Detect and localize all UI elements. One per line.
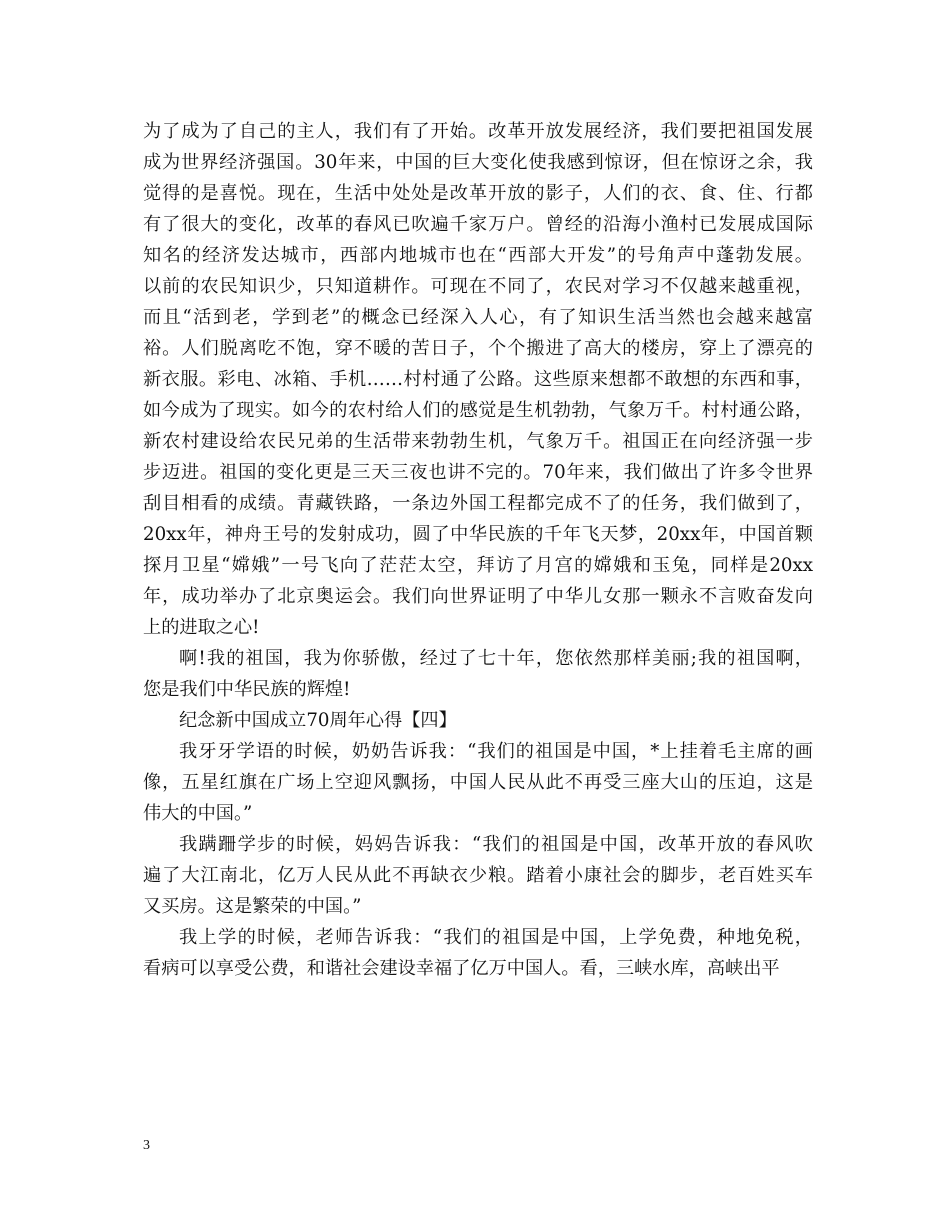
text-line: 啊!我的祖国，我为你骄傲，经过了七十年，您依然那样美丽;我的祖国啊， <box>179 648 813 669</box>
text-line: 裕。人们脱离吃不饱，穿不暖的苦日子，个个搬进了高大的楼房，穿上了漂亮的 <box>143 338 813 359</box>
text-line: 步迈进。祖国的变化更是三天三夜也讲不完的。70年来，我们做出了许多令世界 <box>143 462 813 483</box>
text-line: 如今成为了现实。如今的农村给人们的感觉是生机勃勃，气象万千。村村通公路， <box>143 400 813 421</box>
page-number: 3 <box>143 1138 150 1153</box>
text-line: 纪念新中国成立70周年心得【四】 <box>179 710 457 731</box>
text-line: 我蹒跚学步的时候，妈妈告诉我：“我们的祖国是中国，改革开放的春风吹 <box>179 834 813 855</box>
text-line: 遍了大江南北，亿万人民从此不再缺衣少粮。踏着小康社会的脚步，老百姓买车 <box>143 865 813 886</box>
text-line: 知名的经济发达城市，西部内地城市也在“西部大开发”的号角声中蓬勃发展。 <box>143 245 813 266</box>
text-line: 又买房。这是繁荣的中国。” <box>143 896 362 917</box>
paragraph <box>143 829 813 922</box>
document-body <box>143 116 813 984</box>
text-line: 您是我们中华民族的辉煌! <box>143 679 351 700</box>
text-line: 有了很大的变化，改革的春风已吹遍千家万户。曾经的沿海小渔村已发展成国际 <box>143 214 813 235</box>
text-line: 伟大的中国。” <box>143 803 253 824</box>
paragraph <box>143 116 813 643</box>
text-line: 新农村建设给农民兄弟的生活带来勃勃生机，气象万千。祖国正在向经济强一步 <box>143 431 813 452</box>
text-line: 而且“活到老，学到老”的概念已经深入人心，有了知识生活当然也会越来越富 <box>143 307 813 328</box>
paragraph <box>143 922 813 984</box>
text-line: 以前的农民知识少，只知道耕作。可现在不同了，农民对学习不仅越来越重视， <box>143 276 813 297</box>
text-line: 看病可以享受公费，和谐社会建设幸福了亿万中国人。看，三峡水库，高峡出平 <box>143 958 780 979</box>
text-line: 上的进取之心! <box>143 617 260 638</box>
text-line: 成为世界经济强国。30年来，中国的巨大变化使我感到惊讶，但在惊讶之余，我 <box>143 152 813 173</box>
text-line: 我上学的时候，老师告诉我：“我们的祖国是中国，上学免费，种地免税， <box>179 927 813 948</box>
paragraph <box>143 643 813 705</box>
text-line: 年，成功举办了北京奥运会。我们向世界证明了中华儿女那一颗永不言败奋发向 <box>143 586 813 607</box>
text-line: 我牙牙学语的时候，奶奶告诉我：“我们的祖国是中国，*上挂着毛主席的画 <box>179 741 813 762</box>
text-line: 新衣服。彩电、冰箱、手机……村村通了公路。这些原来想都不敢想的东西和事， <box>143 369 813 390</box>
text-line: 觉得的是喜悦。现在，生活中处处是改革开放的影子，人们的衣、食、住、行都 <box>143 183 813 204</box>
paragraph <box>143 736 813 829</box>
text-line: 刮目相看的成绩。青藏铁路，一条边外国工程都完成不了的任务，我们做到了， <box>143 493 813 514</box>
text-line: 探月卫星“嫦娥”一号飞向了茫茫太空，拜访了月宫的嫦娥和玉兔，同样是20xx <box>143 555 813 576</box>
text-line: 像，五星红旗在广场上空迎风飘扬，中国人民从此不再受三座大山的压迫，这是 <box>143 772 813 793</box>
text-line: 为了成为了自己的主人，我们有了开始。改革开放发展经济，我们要把祖国发展 <box>143 121 813 142</box>
paragraph <box>143 705 813 736</box>
text-line: 20xx年，神舟王号的发射成功，圆了中华民族的千年飞天梦，20xx年，中国首颗 <box>143 524 813 545</box>
